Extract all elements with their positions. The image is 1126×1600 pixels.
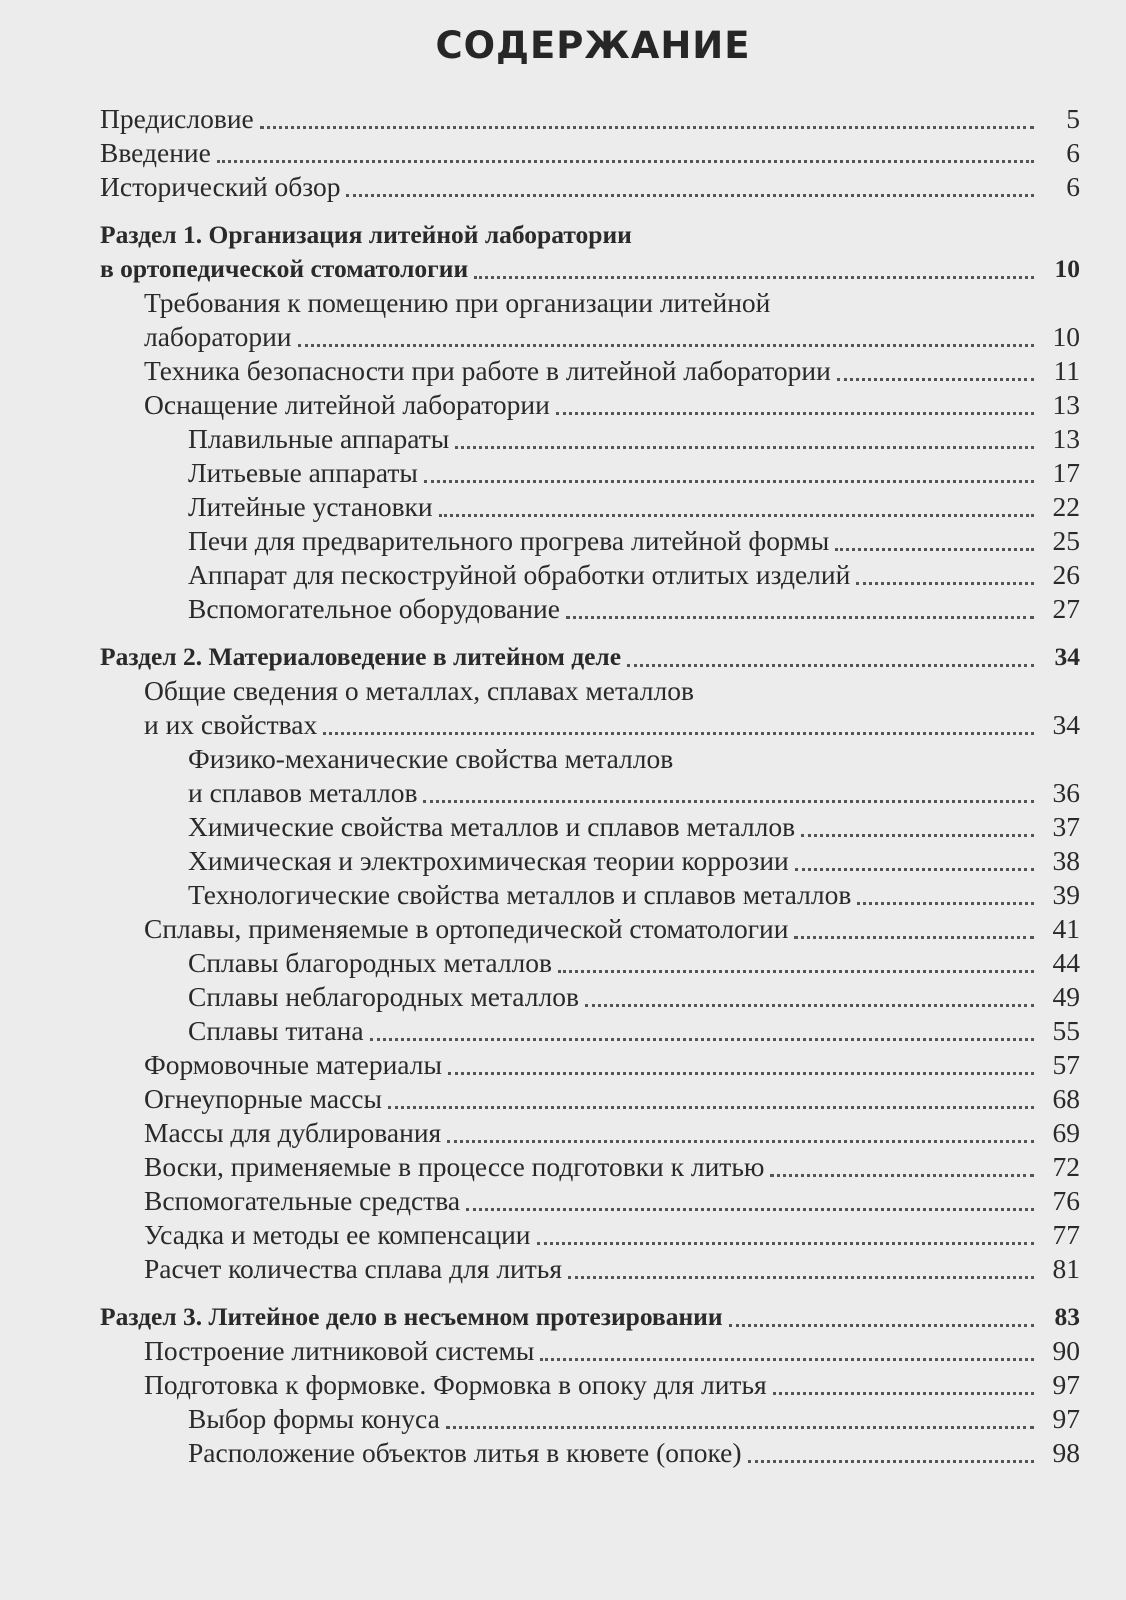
toc-entry-text-line: Общие сведения о металлах, сплавах металлов [144, 675, 694, 706]
toc-page-number: 37 [1052, 811, 1080, 842]
toc-page-number: 17 [1052, 457, 1080, 488]
leader-dots [770, 1174, 1034, 1177]
toc-entry [100, 1402, 1080, 1436]
toc-entry-text: Выбор формы конуса [188, 1403, 440, 1434]
toc-entry-text: Сплавы неблагородных металлов [188, 981, 579, 1012]
toc-entry [100, 1048, 1080, 1082]
toc-page-number: 41 [1052, 913, 1080, 944]
toc-entry-text: Раздел 3. Литейное дело в несъемном протезировании [100, 1302, 723, 1331]
toc-entry-text: Сплавы благородных металлов [188, 947, 553, 978]
toc-page-number: 10 [1052, 321, 1080, 352]
toc-entry-text: и их свойствах [144, 709, 318, 740]
leader-dots [423, 800, 1034, 803]
toc-entry-text-line: Требования к помещению при организации литейной [144, 287, 771, 318]
toc-entry [100, 558, 1080, 592]
toc-entry-text: и сплавов металлов [188, 777, 418, 808]
toc-entry-text: Вспомогательное оборудование [188, 593, 560, 624]
toc-page-number: 69 [1052, 1117, 1080, 1148]
leader-dots [540, 1358, 1034, 1361]
leader-dots [446, 1426, 1034, 1429]
toc-entry [100, 1150, 1080, 1184]
toc-entry-text: Литейные установки [188, 491, 433, 522]
toc-page-number: 13 [1052, 423, 1080, 454]
leader-dots [474, 276, 1034, 279]
toc-entry-text-line: Физико-механические свойства металлов [188, 743, 674, 774]
leader-dots [729, 1324, 1034, 1327]
toc-page-number: 27 [1052, 593, 1080, 624]
toc-entry [100, 946, 1080, 980]
leader-dots [566, 616, 1034, 619]
toc-entry-text: Химическая и электрохимическая теории коррозии [188, 845, 789, 876]
toc-entry [100, 422, 1080, 456]
leader-dots [556, 412, 1034, 415]
leader-dots [558, 970, 1034, 973]
toc-page-number: 36 [1052, 777, 1080, 808]
toc-page-number: 10 [1054, 254, 1080, 283]
toc-entry-text: Воски, применяемые в процессе подготовки к литью [144, 1151, 765, 1182]
toc-entry-text: Плавильные аппараты [188, 423, 450, 454]
toc-page-number: 34 [1054, 642, 1080, 671]
table-of-contents [100, 102, 1080, 1470]
toc-entry [100, 1218, 1080, 1252]
toc-page-number: 25 [1052, 525, 1080, 556]
toc-entry [100, 980, 1080, 1014]
toc-entry [100, 810, 1080, 844]
toc-page-number: 38 [1052, 845, 1080, 876]
leader-dots [370, 1038, 1034, 1041]
leader-dots [627, 664, 1034, 667]
toc-entry-introduction [100, 136, 1080, 170]
toc-entry-text: Сплавы, применяемые в ортопедической стоматологии [144, 913, 789, 944]
toc-page-number: 68 [1052, 1083, 1080, 1114]
toc-entry-text: Введение [100, 137, 211, 168]
toc-entry-text: Построение литниковой системы [144, 1335, 535, 1366]
leader-dots [298, 344, 1034, 347]
leader-dots [748, 1460, 1034, 1463]
toc-page-number: 72 [1052, 1151, 1080, 1182]
leader-dots [217, 160, 1034, 163]
toc-entry [100, 490, 1080, 524]
toc-page-number: 83 [1054, 1302, 1080, 1331]
toc-entry [100, 320, 1080, 354]
toc-entry-text: в ортопедической стоматологии [100, 254, 469, 283]
section-heading-line: Раздел 1. Организация литейной лаборатории [100, 220, 632, 249]
toc-entry [100, 1014, 1080, 1048]
toc-entry [100, 1368, 1080, 1402]
toc-entry [100, 524, 1080, 558]
toc-entry-text: Огнеупорные массы [144, 1083, 382, 1114]
toc-entry-text: Формовочные материалы [144, 1049, 442, 1080]
leader-dots [424, 480, 1034, 483]
toc-page-number: 44 [1052, 947, 1080, 978]
toc-page-number: 77 [1052, 1219, 1080, 1250]
leader-dots [447, 1140, 1034, 1143]
leader-dots [856, 582, 1034, 585]
leader-dots [837, 378, 1034, 381]
toc-entry-preface [100, 102, 1080, 136]
toc-entry-history [100, 170, 1080, 204]
toc-entry [100, 1184, 1080, 1218]
leader-dots [585, 1004, 1034, 1007]
toc-entry-text: лаборатории [144, 321, 292, 352]
toc-page-number: 22 [1052, 491, 1080, 522]
toc-page-number: 5 [1066, 103, 1080, 134]
toc-entry [100, 354, 1080, 388]
toc-entry-text: Техника безопасности при работе в литейной лаборатории [144, 355, 831, 386]
toc-entry [100, 1116, 1080, 1150]
toc-page-number: 90 [1052, 1335, 1080, 1366]
toc-entry-text: Исторический обзор [100, 171, 341, 202]
toc-page-number: 34 [1052, 709, 1080, 740]
toc-entry [100, 844, 1080, 878]
toc-page-number: 11 [1053, 355, 1080, 386]
section-2 [100, 640, 1080, 674]
leader-dots [801, 834, 1034, 837]
toc-entry-text: Печи для предварительного прогрева литейной формы [188, 525, 830, 556]
toc-page-number: 26 [1052, 559, 1080, 590]
section-3 [100, 1300, 1080, 1334]
leader-dots [795, 868, 1034, 871]
toc-entry [100, 878, 1080, 912]
leader-dots [835, 548, 1034, 551]
toc-page-number: 6 [1066, 137, 1080, 168]
toc-page-number: 6 [1066, 171, 1080, 202]
toc-entry-text: Массы для дублирования [144, 1117, 442, 1148]
toc-entry-text: Сплавы титана [188, 1015, 364, 1046]
leader-dots [466, 1208, 1034, 1211]
toc-entry-text: Расположение объектов литья в кювете (опоке) [188, 1437, 742, 1468]
toc-entry-text: Подготовка к формовке. Формовка в опоку для литья [144, 1369, 767, 1400]
toc-entry [100, 708, 1080, 742]
toc-entry [100, 1252, 1080, 1286]
toc-entry-text: Оснащение литейной лаборатории [144, 389, 550, 420]
page-title: СОДЕРЖАНИЕ [435, 24, 751, 67]
toc-page-number: 13 [1052, 389, 1080, 420]
leader-dots [537, 1242, 1034, 1245]
leader-dots [794, 936, 1034, 939]
toc-entry-text: Усадка и методы ее компенсации [144, 1219, 531, 1250]
section-heading [100, 252, 1080, 286]
leader-dots [260, 126, 1034, 129]
toc-page-number: 39 [1052, 879, 1080, 910]
section-1 [100, 218, 1080, 286]
toc-entry-text: Аппарат для пескоструйной обработки отлитых изделий [188, 559, 851, 590]
toc-page-number: 97 [1052, 1403, 1080, 1434]
toc-entry [100, 912, 1080, 946]
toc-entry-text: Раздел 2. Материаловедение в литейном деле [100, 642, 622, 671]
toc-entry-text: Химические свойства металлов и сплавов металлов [188, 811, 796, 842]
toc-entry [100, 456, 1080, 490]
leader-dots [388, 1106, 1034, 1109]
toc-page-number: 98 [1052, 1437, 1080, 1468]
leader-dots [448, 1072, 1034, 1075]
toc-page-number: 97 [1052, 1369, 1080, 1400]
toc-entry [100, 592, 1080, 626]
toc-entry-text: Вспомогательные средства [144, 1185, 461, 1216]
toc-page-number: 81 [1052, 1253, 1080, 1284]
toc-page-number: 49 [1052, 981, 1080, 1012]
toc-entry [100, 1334, 1080, 1368]
section-heading [100, 1300, 1080, 1334]
toc-entry [100, 1436, 1080, 1470]
leader-dots [568, 1276, 1034, 1279]
toc-page-number: 57 [1052, 1049, 1080, 1080]
leader-dots [455, 446, 1034, 449]
toc-entry-text: Расчет количества сплава для литья [144, 1253, 562, 1284]
leader-dots [346, 194, 1034, 197]
toc-entry-text: Литьевые аппараты [188, 457, 418, 488]
toc-page-number: 76 [1052, 1185, 1080, 1216]
toc-entry [100, 776, 1080, 810]
section-heading [100, 640, 1080, 674]
leader-dots [857, 902, 1034, 905]
leader-dots [439, 514, 1034, 517]
toc-page-number: 55 [1052, 1015, 1080, 1046]
toc-entry [100, 388, 1080, 422]
toc-entry [100, 1082, 1080, 1116]
toc-entry-text: Предисловие [100, 103, 254, 134]
toc-entry-text: Технологические свойства металлов и сплавов металлов [188, 879, 852, 910]
leader-dots [773, 1392, 1034, 1395]
leader-dots [323, 732, 1034, 735]
